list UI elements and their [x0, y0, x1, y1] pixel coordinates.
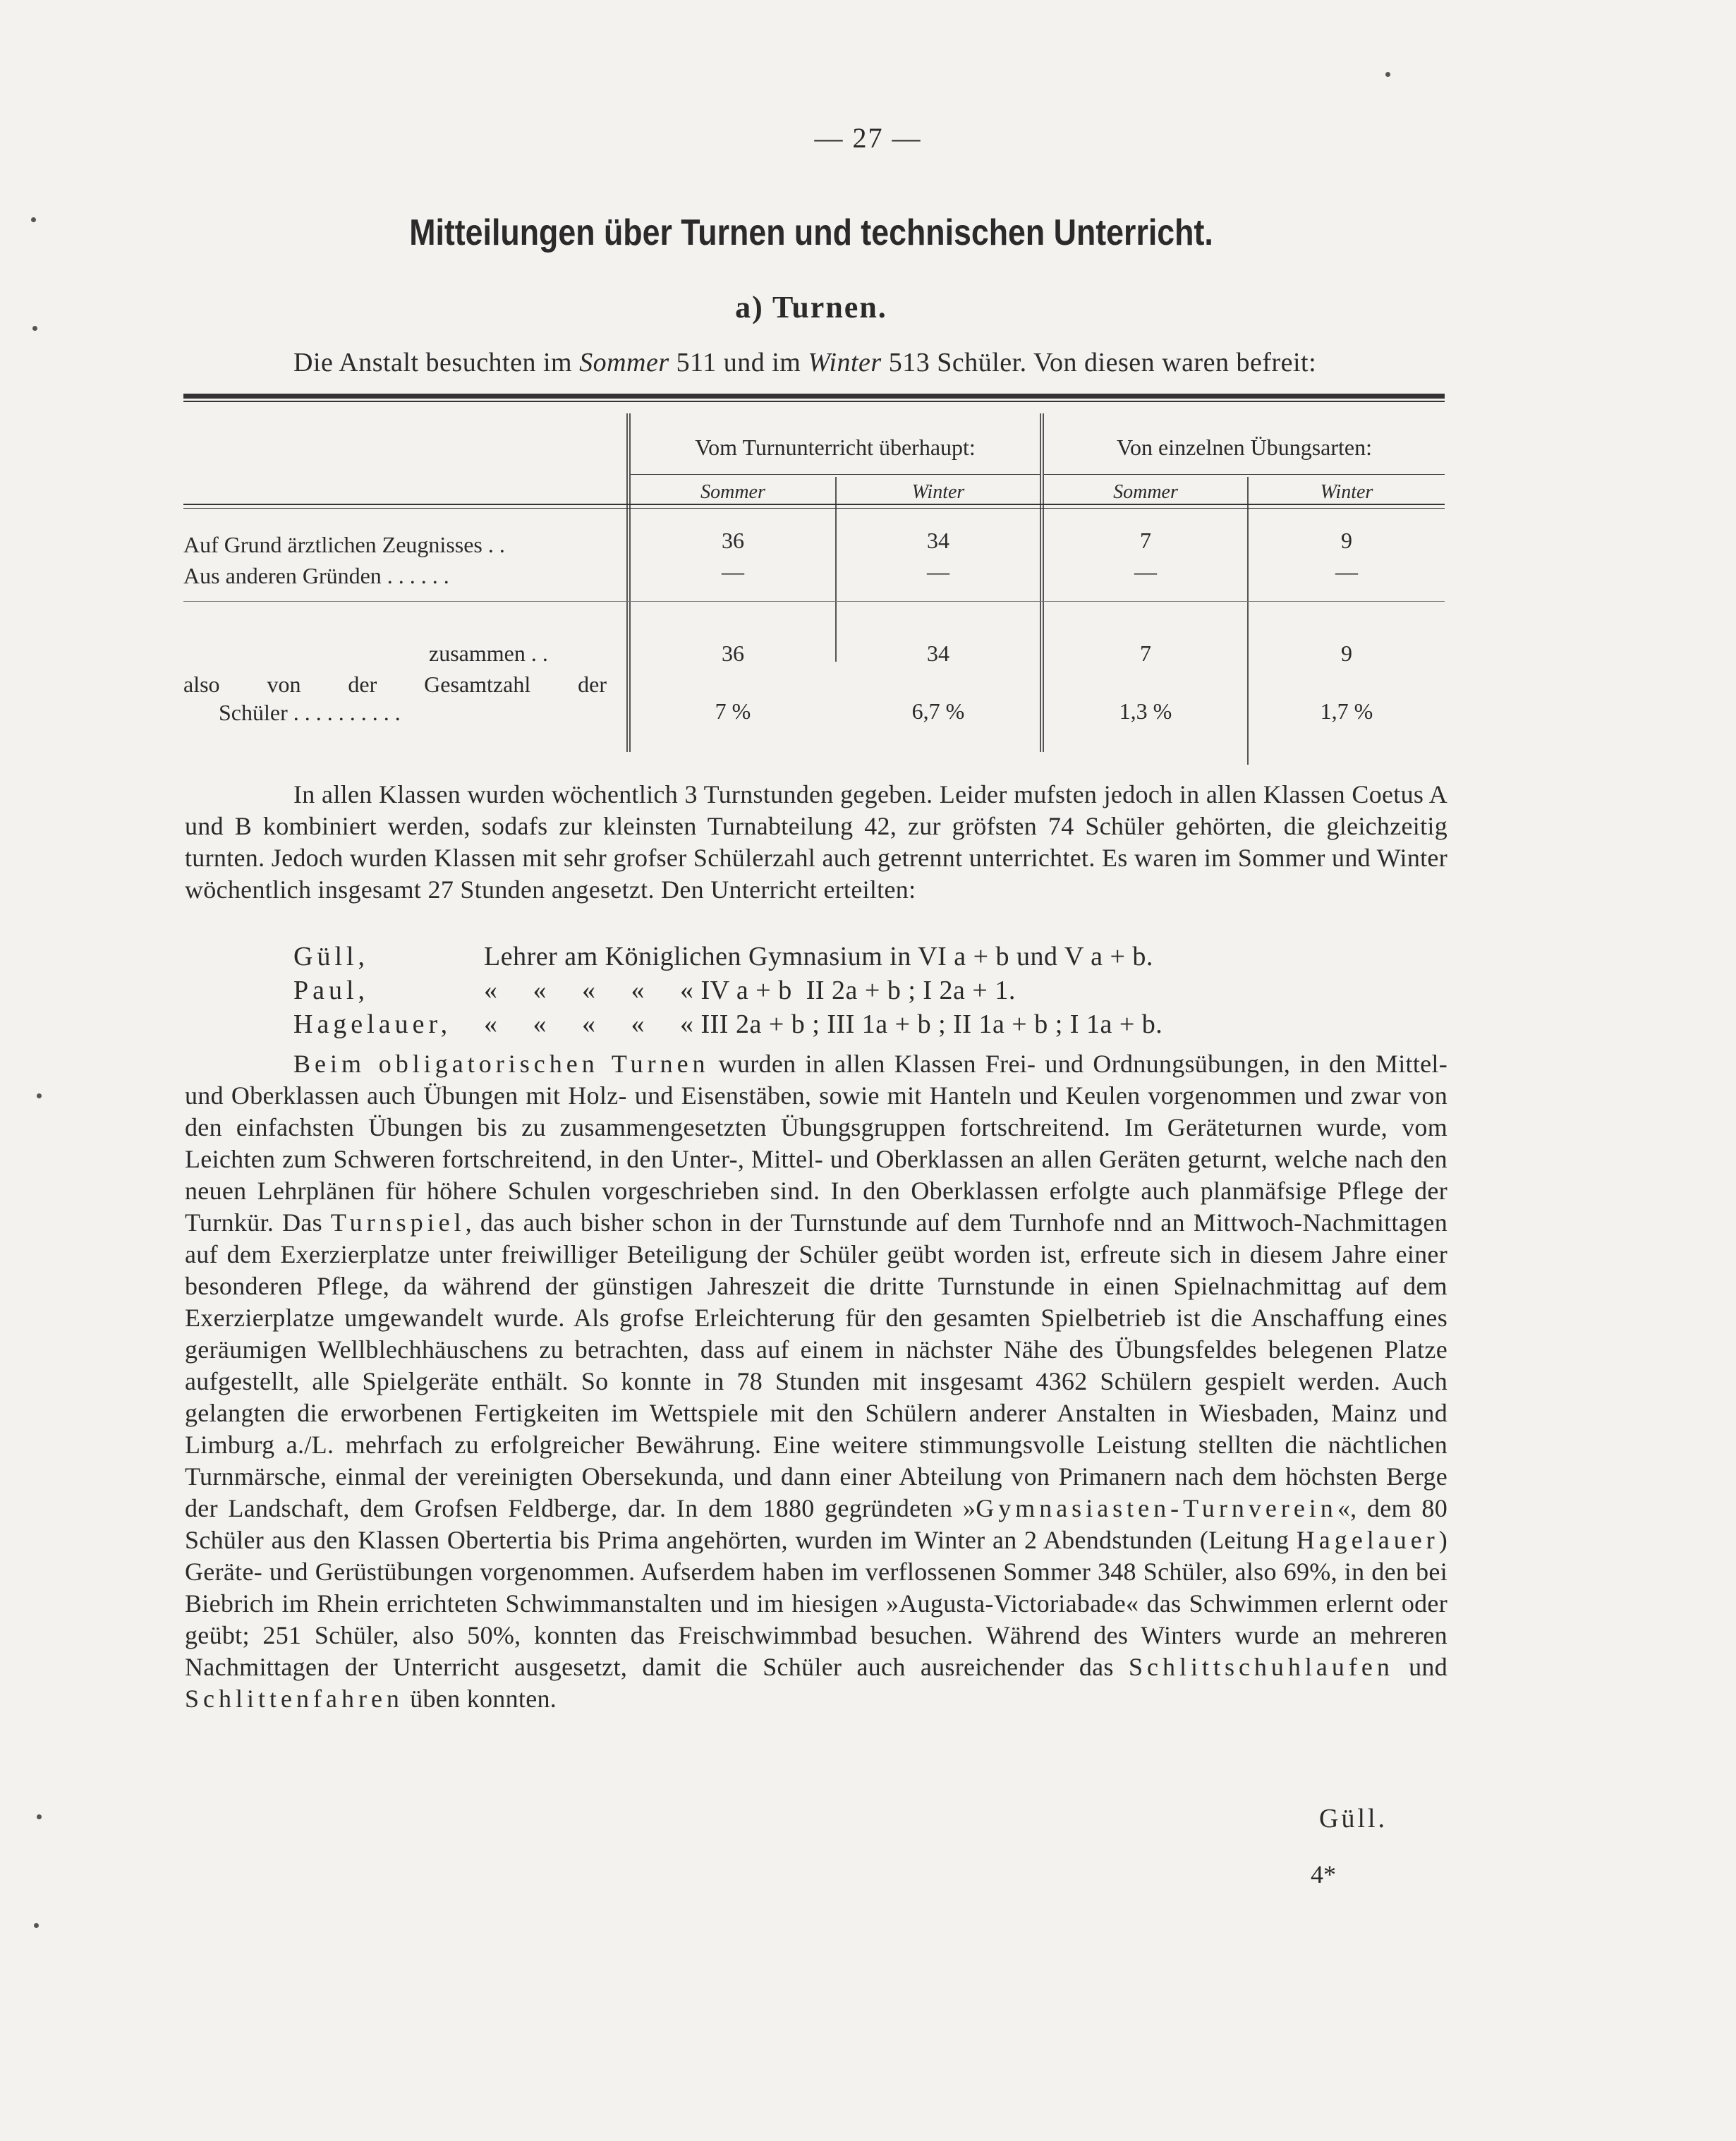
row-label-pct-1: also von der Gesamtzahl der [183, 672, 607, 697]
cell-pct-sommer-1: 7 % [715, 698, 751, 724]
sum-rule [183, 601, 1445, 602]
header-bottom-rule-2 [183, 508, 1445, 509]
row-label-zeugnis: Auf Grund ärztlichen Zeugnisses . . [183, 532, 505, 557]
teacher-line-hagelauer [293, 1009, 1163, 1040]
table-top-rule [183, 394, 1445, 399]
para2-part-a: wurden in allen Klassen Frei- und Ordnungsübungen, in den Mittel- und Oberklassen auch Übungen mit Holz- und Eisenstäben, sowie mit Hanteln und Keulen vorgenommen und zwar von den einfachsten Übungen bis zu zusammengesetzten Übungsgruppen fortschreitend. Im Geräteturnen wurde, vom Leichten zum Schweren fortschreitend, in den Unter-, Mittel- und Oberklassen an allen Geräten geturnt, welche nach den neuen Lehrplänen für höhere Schulen vorgeschrieben sind. In den Oberklassen erfolgte auch planmäfsige Pflege der Turnkür. Das [185, 1050, 1447, 1237]
row-label-pct-2: Schüler . . . . . . . . . . [219, 700, 401, 725]
para2-part-e: üben konnten. [403, 1685, 557, 1713]
cell-pct-winter-2: 1,7 % [1320, 698, 1373, 724]
teacher-line-guell [293, 941, 1153, 972]
header-rule-1 [631, 474, 1040, 475]
cell-pct-sommer-2: 1,3 % [1119, 698, 1172, 724]
speck [34, 1923, 39, 1928]
table-divider-group [1040, 413, 1041, 752]
row-label-zusammen: zusammen . . [429, 641, 548, 666]
header-rule-2 [1044, 474, 1445, 475]
term-turnverein: Gymnasiasten-Turnverein [976, 1494, 1337, 1522]
intro-winter: Winter [808, 348, 882, 377]
page-title: Mitteilungen über Turnen und technischen Unterricht. [409, 212, 1213, 253]
teacher-line-paul [293, 975, 1016, 1006]
row-label-andere: Aus anderen Gründen . . . . . . [183, 563, 449, 588]
speck [37, 1093, 42, 1098]
header-bottom-rule [183, 504, 1445, 505]
cell-sum-sommer-2: 7 [1140, 641, 1151, 666]
header-group-turnunterricht: Vom Turnunterricht überhaupt: [695, 435, 976, 460]
cell-andere-winter-1: — [927, 559, 949, 584]
paragraph-turnbetrieb [185, 1048, 1447, 1715]
intro-before: Die Anstalt besuchten im [293, 348, 580, 377]
para2-part-d: ) Geräte- und Gerüstübungen vorgenommen. Aufserdem haben im verflossenen Sommer 348 Schüler, also 69%, in den bei Biebrich im Rhein errichteten Schwimmanstalten und im hiesigen »Augusta-Victoriabade« das Schwimmen erlernt oder geübt; 251 Schüler, also 50%, konnten das Freischwimmbad besuchen. Während des Winters wurde an mehreren Nachmittagen der Unterricht ausgesetzt, damit die Schüler auch ausreichender das [185, 1526, 1447, 1681]
term-turnspiel: Turnspiel [330, 1208, 466, 1237]
cell-andere-sommer-1: — [722, 559, 744, 584]
teacher-name-guell: Güll, [293, 942, 370, 971]
header-sommer-2: Sommer [1113, 481, 1178, 503]
paragraph-turnstunden: In allen Klassen wurden wöchentlich 3 Turnstunden gegeben. Leider mufsten jedoch in allen Klassen Coetus A und B kombiniert werden, sodafs zur kleinsten Turnabteilung 42, zur gröfsten 74 Schüler gehörten, die gleichzeitig turnten. Jedoch wurden Klassen mit sehr grofser Schülerzahl auch getrennt unterrichtet. Es waren im Sommer und Winter wöchentlich insgesamt 27 Stunden angesetzt. Den Unterricht erteilten: [185, 780, 1447, 904]
header-winter-1: Winter [911, 481, 965, 503]
table-divider-label [626, 413, 628, 752]
cell-andere-winter-2: — [1335, 559, 1358, 584]
cell-zeugnis-sommer-1: 36 [722, 528, 744, 553]
intro-mid: 511 und im [669, 348, 808, 377]
teacher-text-hagelauer: « « « « « III 2a + b ; III 1a + b ; II 1a + b ; I 1a + b. [484, 1009, 1163, 1039]
cell-sum-winter-1: 34 [927, 641, 949, 666]
teacher-name-paul: Paul, [293, 976, 370, 1005]
teacher-name-hagelauer: Hagelauer, [293, 1009, 452, 1039]
sheet-mark: 4* [1311, 1860, 1336, 1888]
para2-part-c: «, dem 80 Schüler aus den Klassen Obertertia bis Prima angehörten, wurden im Winter an 2 Abendstunden (Leitung [185, 1494, 1447, 1554]
term-schlitten: Schlittenfahren [185, 1685, 403, 1713]
para2-und: und [1393, 1653, 1448, 1681]
intro-line [293, 347, 1450, 378]
cell-zeugnis-sommer-2: 7 [1140, 528, 1151, 553]
speck [31, 217, 36, 222]
table-top-rule-thin [183, 401, 1445, 402]
cell-andere-sommer-2: — [1134, 559, 1157, 584]
section-title: a) Turnen. [735, 290, 887, 325]
para2-part-b: , das auch bisher schon in der Turnstunde auf dem Turnhofe nnd an Mittwoch-Nachmittagen auf dem Exerzierplatze unter freiwilliger Beteiligung der Schüler geübt worden ist, erfreute sich in diesem Jahre einer besonderen Pflege, da während der günstigen Jahreszeit die dritte Turnstunde in einen Spielnachmittag auf dem Exerzierplatze umgewandelt wurde. Als grofse Erleichterung für den gesamten Spielbetrieb ist die Anschaffung eines geräumigen Wellblechhäuschens zu betrachten, dass auf einem in nächster Nähe des Übungsfeldes belegenen Platze aufgestellt, alle Spielgeräte enthält. So konnte in 78 Stunden mit insgesamt 4362 Schülern gespielt werden. Auch gelangten die erworbenen Fertigkeiten im Wettspiele mit den Schülern anderer Anstalten in Wiesbaden, Mainz und Limburg a./L. mehrfach zu erfolgreicher Bewährung. Eine weitere stimmungsvolle Leistung stellten die nächtlichen Turnmärsche, einmal der vereinigten Obersekunda, und dann einer Abteilung von Primanern nach dem höchsten Berge der Landschaft, dem Grofsen Feldberge, dar. In dem 1880 gegründeten » [185, 1208, 1447, 1522]
header-sommer-1: Sommer [700, 481, 765, 503]
intro-sommer: Sommer [579, 348, 669, 377]
term-hagelauer: Hagelauer [1296, 1526, 1439, 1554]
exemption-table [183, 394, 1445, 760]
speck [32, 326, 37, 331]
speck [37, 1814, 42, 1819]
teacher-text-paul: « « « « « IV a + b II 2a + b ; I 2a + 1. [484, 976, 1016, 1005]
header-winter-2: Winter [1320, 481, 1373, 503]
intro-after: 513 Schüler. Von diesen waren befreit: [881, 348, 1317, 377]
cell-pct-winter-1: 6,7 % [911, 698, 965, 724]
term-schlittschuh: Schlittschuhlaufen [1128, 1653, 1394, 1681]
teacher-text-guell: Lehrer am Königlichen Gymnasium in VI a + b und V a + b. [484, 942, 1153, 971]
speck [1385, 72, 1390, 77]
page-number: — 27 — [814, 122, 922, 154]
header-group-uebungsarten: Von einzelnen Übungsarten: [1117, 435, 1372, 460]
cell-zeugnis-winter-1: 34 [927, 528, 949, 553]
cell-zeugnis-winter-2: 9 [1341, 528, 1352, 553]
cell-sum-sommer-1: 36 [722, 641, 744, 666]
cell-sum-winter-2: 9 [1341, 641, 1352, 666]
term-obligatorisch: Beim obligatorischen Turnen [293, 1050, 710, 1078]
signature: Güll. [1319, 1804, 1388, 1833]
